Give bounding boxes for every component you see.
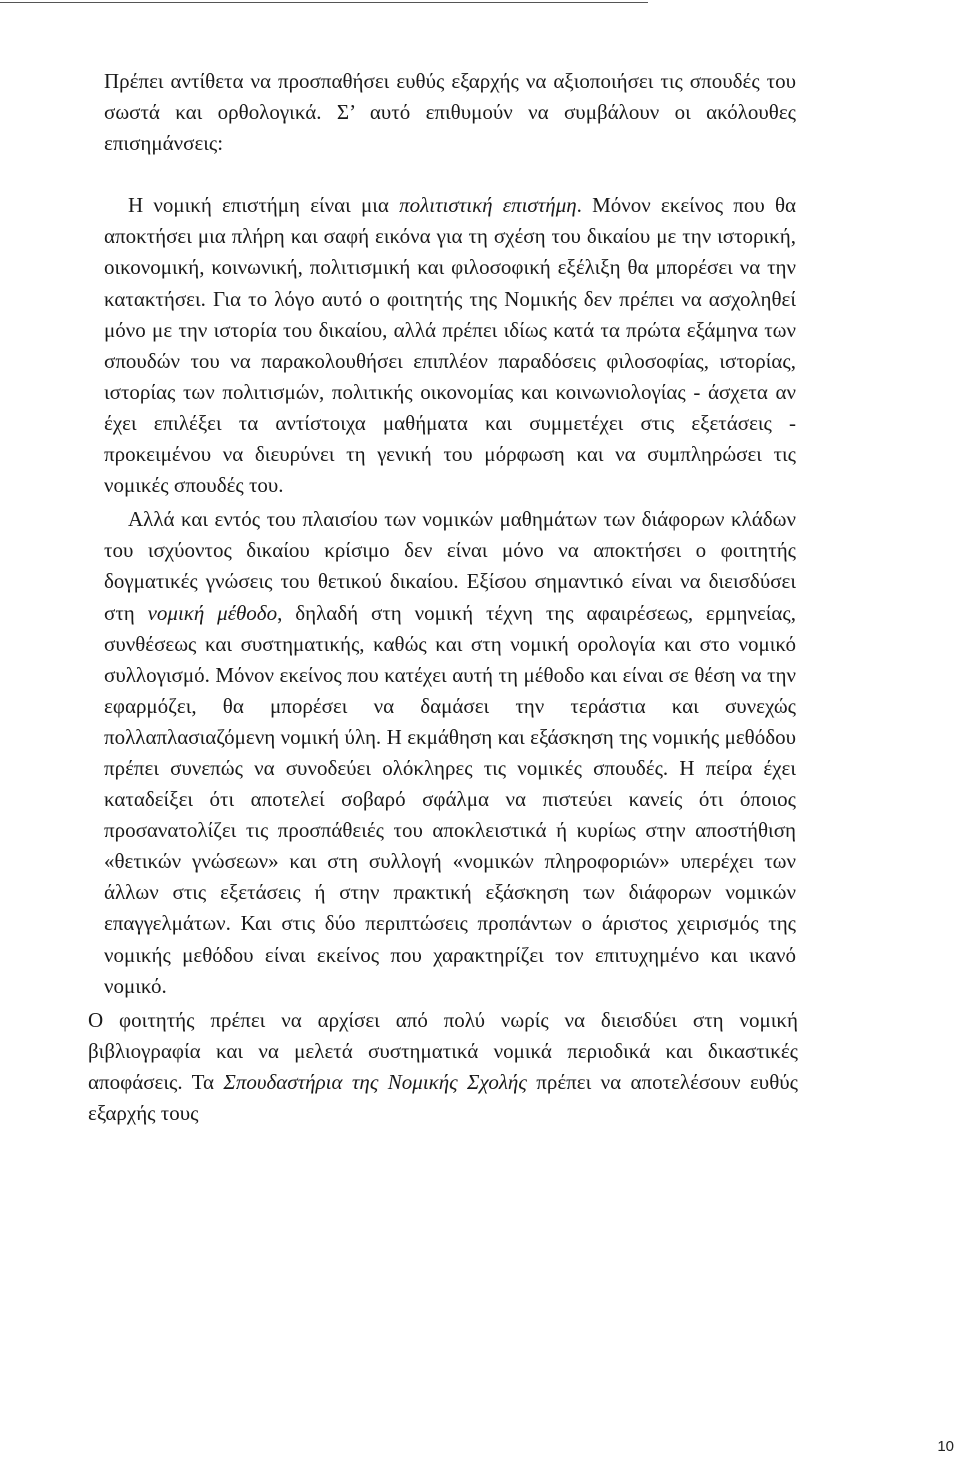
text-run: Πρέπει αντίθετα να προσπαθήσει ευθύς εξαρχής να αξιοποιήσει τις σπουδές του σωστά και ορθολογικά. Σ’ αυτό επιθυμούν να συμβάλουν οι ακόλουθες επισημάνσεις: xyxy=(104,69,796,156)
paragraph-3 xyxy=(104,504,796,1002)
paragraph-2 xyxy=(104,190,796,501)
page-number: 10 xyxy=(937,1438,954,1455)
emphasis-text: πολιτιστική επιστήμη xyxy=(399,193,577,218)
text-run: Ο φοιτητής πρέπει να αρχίσει από πολύ νωρίς να διεισδύει στη νομική βιβλιογραφία και να μελετά συστηματικά νομικά περιοδικά και δικαστικές αποφάσεις. Τα xyxy=(88,1007,798,1094)
emphasis-text: Σπουδαστήρια της Νομικής Σχολής xyxy=(223,1069,527,1094)
header-rule xyxy=(0,2,648,3)
paragraph-1 xyxy=(104,66,796,159)
text-run: , δηλαδή στη νομική τέχνη της αφαιρέσεως, ερμηνείας, συνθέσεως και συστηματικής, καθώς και στη νομική ορολογία και στο νομικό συλλογισμό. Μόνον εκείνος που κατέχει αυτή τη μέθοδο και είναι σε θέση να την εφαρμόζει, θα μπορέσει να δαμάσει την τεράστια και συνεχώς πολλαπλασιαζόμενη νομική ύλη. Η εκμάθηση και εξάσκηση της νομικής μεθόδου πρέπει συνεπώς να συνοδεύει ολόκληρες τις νομικές σπουδές. Η πείρα έχει καταδείξει ότι αποτελεί σοβαρό σφάλμα να πιστεύει κανείς ότι όποιος προσανατολίζει τις προσπάθειές του αποκλειστικά ή κυρίως στην αποστήθιση «θετικών γνώσεων» και στη συλλογή «νομικών πληροφοριών» υπερέχει των άλλων στις εξετάσεις ή στην πρακτική εξάσκηση των διάφορων νομικών επαγγελμάτων. Και στις δύο περιπτώσεις προπάντων ο άριστος χειρισμός της νομικής μεθόδου είναι εκείνος που χαρακτηρίζει τον επιτυχημένο και ικανό νομικό. xyxy=(104,600,797,998)
emphasis-text: νομική μέθοδο xyxy=(147,600,278,625)
text-run: πρέπει να αποτελέσουν ευθύς εξαρχής τους xyxy=(88,1069,798,1125)
text-run: . Μόνον εκείνος που θα αποκτήσει μια πλήρη και σαφή εικόνα για τη σχέση του δικαίου με την ιστορική, οικονομική, κοινωνική, πολιτισμική και φιλοσοφική εξέλιξη θα μπορέσει να την κατακτήσει. Για το λόγο αυτό ο φοιτητής της Νομικής δεν πρέπει να ασχοληθεί μόνο με την ιστορία του δικαίου, αλλά πρέπει ιδίως κατά τα πρώτα εξάμηνα των σπουδών του να παρακολουθήσει επιπλέον παραδόσεις φιλοσοφίας, ιστορίας, ιστορίας των πολιτισμών, πολιτικής οικονομίας και κοινωνιολογίας - άσχετα αν έχει επιλέξει τα αντίστοιχα μαθήματα και συμμετέχει στις εξετάσεις - προκειμένου να διευρύνει τη γενική του μόρφωση και να συμπληρώσει τις νομικές σπουδές του. xyxy=(104,193,797,498)
paragraph-4 xyxy=(88,1005,798,1129)
text-run: Αλλά και εντός του πλαισίου των νομικών μαθημάτων των διάφορων κλάδων του ισχύοντος δικαίου κρίσιμο δεν είναι μόνο να αποκτήσει ο φοιτητής δογματικές γνώσεις του θετικού δικαίου. Εξίσου σημαντικό είναι να διεισδύσει στη xyxy=(104,507,796,625)
document-body xyxy=(88,66,798,1129)
text-run: Η νομική επιστήμη είναι μια xyxy=(128,193,400,218)
